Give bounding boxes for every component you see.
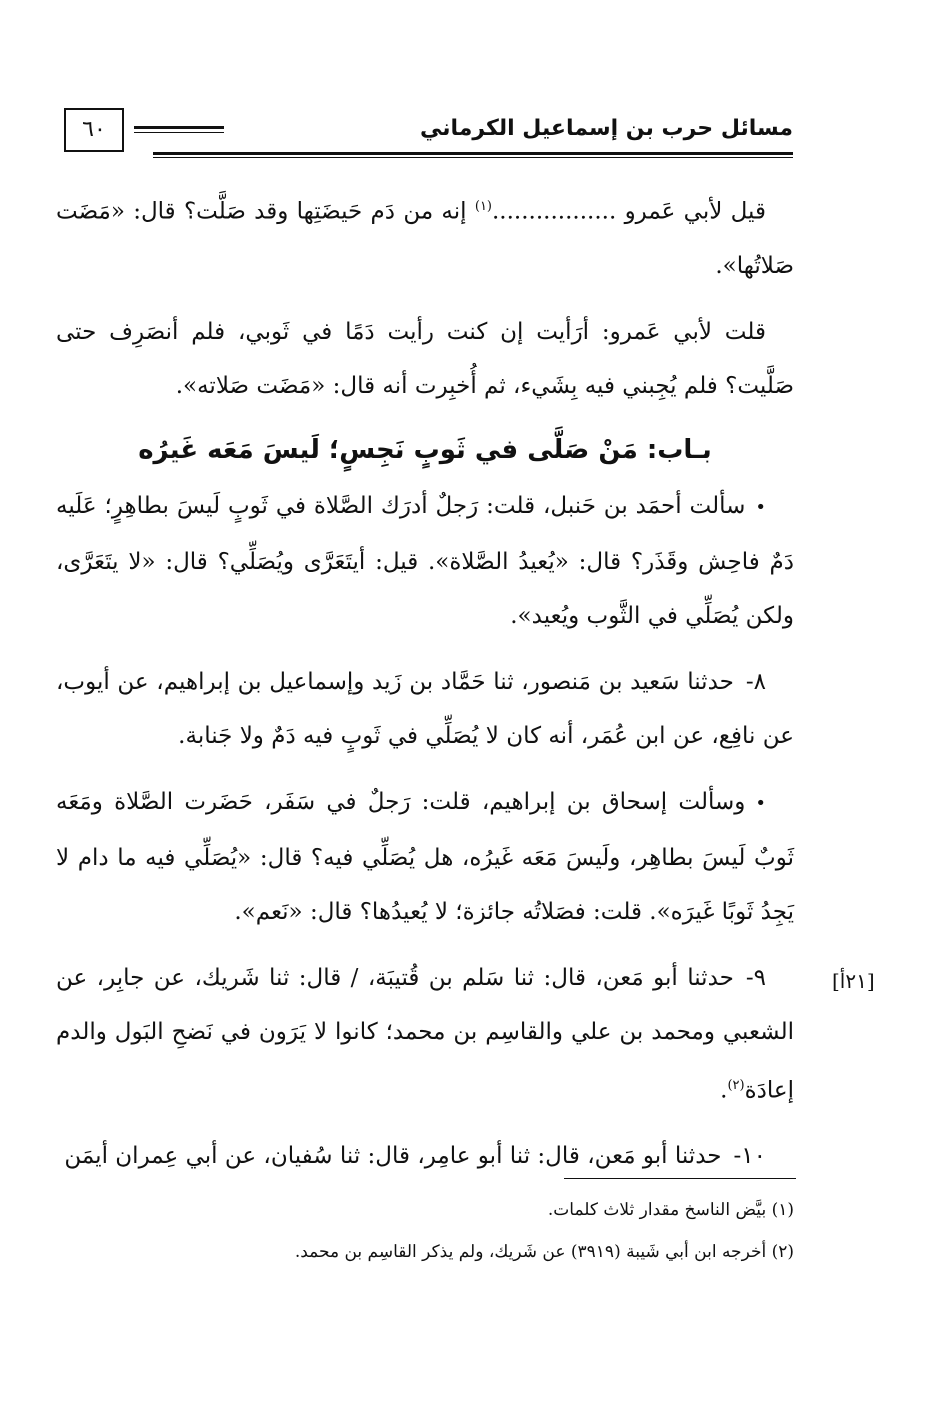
bullet-icon: • [755, 792, 766, 814]
header-rule-thin [153, 157, 793, 158]
page-body [56, 180, 794, 1195]
paragraph-5: •وسألت إسحاق بن إبراهيم، قلت: رَجلٌ في سَفَر، حَضَرت الصَّلاة ومَعَه ثَوبٌ لَيسَ بطاهِر، ولَيسَ مَعَه غَيرُه، هل يُصَلِّي فيه؟ قال: «يُصَلِّي فيه ما دام لا يَجِدُ ثَوبًا غَيرَه». قلت: فصَلاتُه جائزة؛ لا يُعيدُها؟ قال: «نَعم». [56, 788, 794, 925]
page-number: ٦٠ [64, 108, 124, 152]
chapter-heading: بـاب: مَنْ صَلَّى في ثَوبٍ نَجِسٍ؛ لَيسَ مَعَه غَيرُه [138, 434, 712, 465]
paragraph-3: •سألت أحمَد بن حَنبل، قلت: رَجلٌ أدرَك الصَّلاة في ثَوبٍ لَيسَ بطاهِرٍ؛ عَلَيه دَمٌ فاحِش وقَذَر؟ قال: «يُعيدُ الصَّلاة». قيل: أيتَعَرَّى ويُصَلِّي؟ قال: «لا يتَعَرَّى، ولكن يُصَلِّي في الثَّوب ويُعيد». [56, 492, 794, 629]
footnote-1: (١) بيَّض الناسخ مقدار ثلاث كلمات. [547, 1200, 794, 1220]
paragraph-2: قلت لأبي عَمرو: أرَأيت إن كنت رأيت دَمًا في ثَوبي، فلم أنصَرِف حتى صَلَّيت؟ فلم يُجِبني فيه بِشَيء، ثم أُخبِرت أنه قال: «مَضَت صَلاته». [56, 318, 794, 399]
paragraph-1: قيل لأبي عَمرو .................$^{(١)}$ إنه من دَم حَيضَتِها وقد صَلَّت؟ قال: «مَضَت صَلاتُها». [56, 198, 794, 279]
hadith-10: ١٠-حدثنا أبو مَعن، قال: ثنا أبو عامِر، قال: ثنا سُفيان، عن أبي عِمران أيمَن [64, 1143, 766, 1170]
hadith-number: ٩- [745, 964, 766, 991]
book-title: مسائل حرب بن إسماعيل الكرماني [419, 116, 793, 141]
footnote-ref-1: (١) [474, 199, 492, 214]
footnotes [56, 1192, 794, 1276]
hadith-9: ٩-حدثنا أبو مَعن، قال: ثنا سَلم بن قُتيبَة، / قال: ثنا شَريك، عن جابِر، عن الشعبي ومحمد بن علي والقاسِم بن محمد؛ كانوا لا يَرَون في نَضحِ البَول والدم إعادَة$^{(٢)}$. [56, 964, 794, 1104]
header-bar [134, 126, 224, 129]
hadith-number: ١٠- [733, 1143, 766, 1170]
hadith-8: ٨-حدثنا سَعيد بن مَنصور، ثنا حَمَّاد بن زَيد وإسماعيل بن إبراهيم، عن أيوب، عن نافِع، عن ابن عُمَر، أنه كان لا يُصَلِّي في ثَوبٍ فيه دَمٌ ولا جَنابة. [56, 668, 794, 749]
header-rule [153, 152, 793, 155]
header-bar-thin [134, 132, 224, 133]
manuscript-folio-marker: [٢١أ] [832, 969, 875, 993]
footnote-2: (٢) أخرجه ابن أبي شَيبة (٣٩١٩) عن شَريك، ولم يذكر القاسِم بن محمد. [294, 1242, 794, 1262]
hadith-number: ٨- [745, 668, 766, 695]
running-header [58, 108, 793, 164]
footnote-separator [564, 1178, 796, 1179]
footnote-ref-2: (٢) [727, 1077, 745, 1093]
bullet-icon: • [755, 496, 766, 518]
